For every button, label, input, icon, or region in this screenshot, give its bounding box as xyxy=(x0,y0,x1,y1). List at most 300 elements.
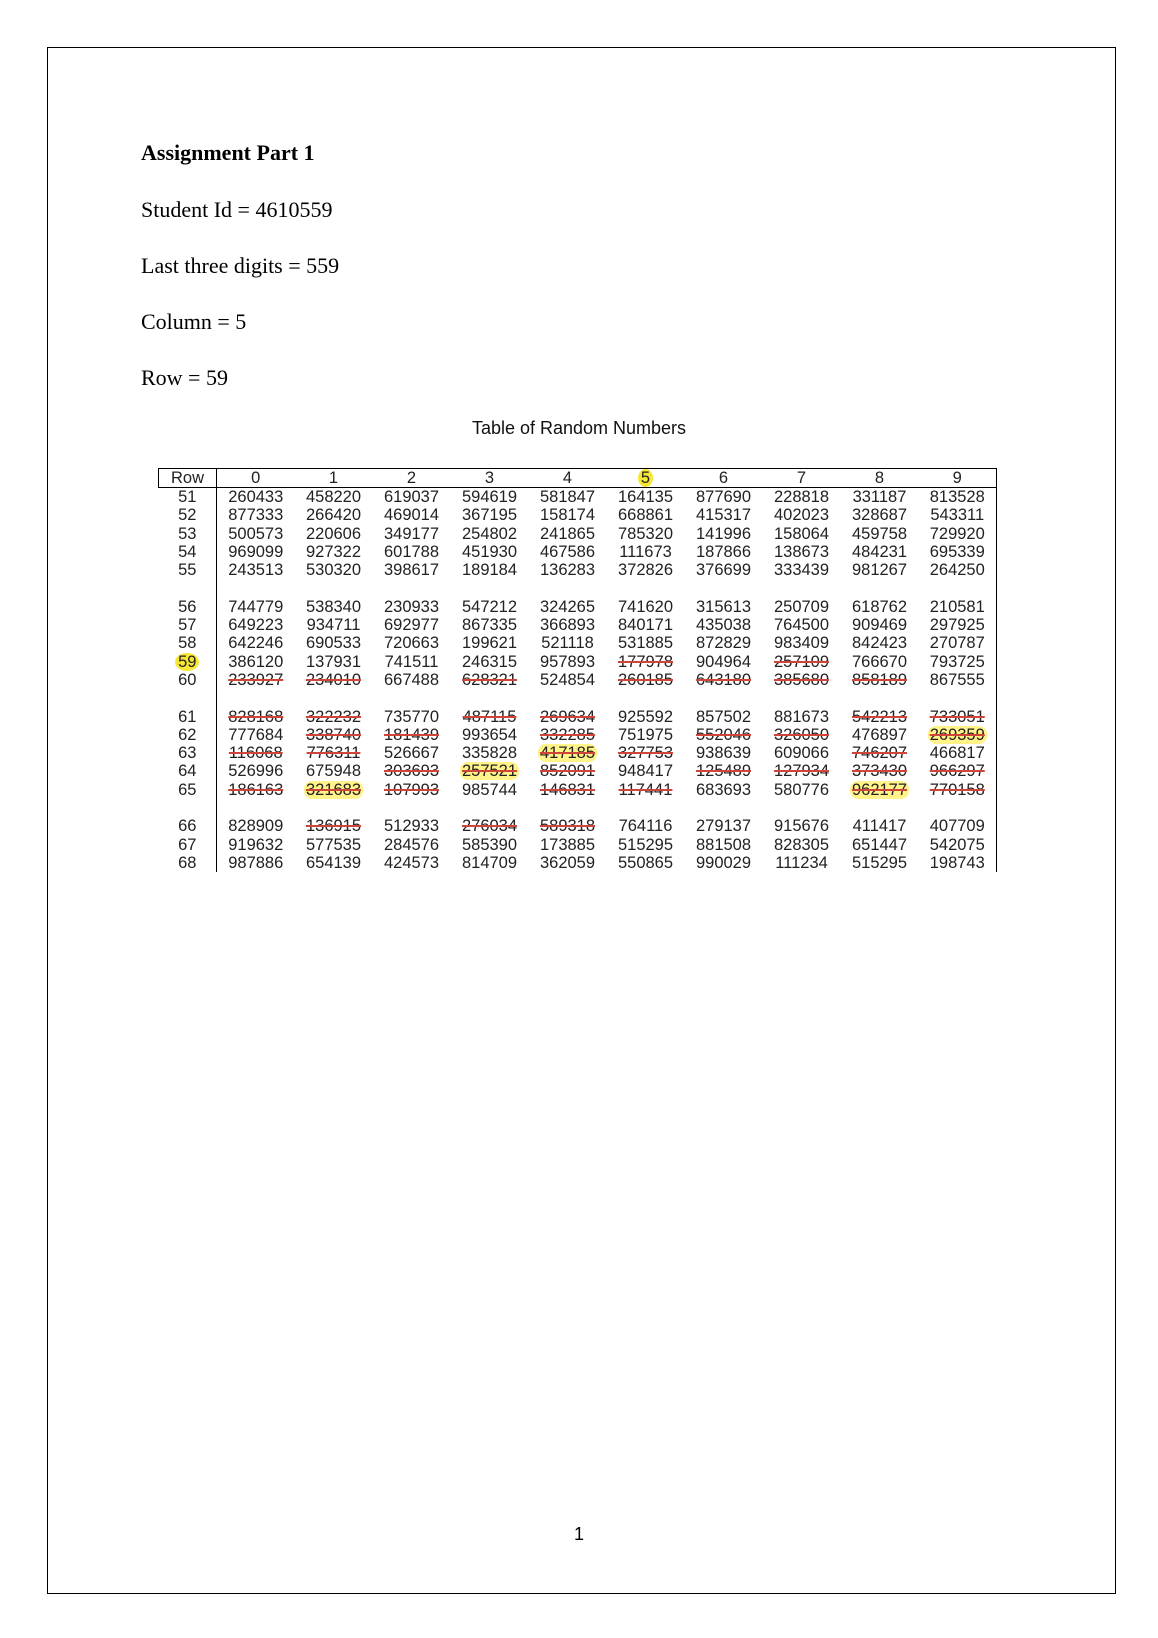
number-cell xyxy=(685,506,763,524)
number-value: 969099 xyxy=(228,542,284,561)
number-value: 987886 xyxy=(228,853,284,872)
number-value: 524854 xyxy=(539,670,596,689)
number-value: 362059 xyxy=(539,853,596,872)
number-cell xyxy=(607,561,685,579)
number-cell xyxy=(763,781,841,799)
spacer-cell xyxy=(685,689,763,707)
number-cell xyxy=(295,506,373,524)
number-cell xyxy=(685,726,763,744)
number-cell xyxy=(373,598,451,616)
number-cell xyxy=(217,708,295,726)
number-cell xyxy=(919,653,997,671)
number-cell xyxy=(841,598,919,616)
number-value: 515295 xyxy=(617,835,674,854)
spacer-cell xyxy=(763,799,841,817)
spacer-cell xyxy=(295,579,373,597)
row-label xyxy=(159,561,217,579)
column-header-5 xyxy=(607,469,685,488)
number-value: 904964 xyxy=(695,652,752,671)
number-cell xyxy=(685,854,763,872)
random-numbers-table xyxy=(158,468,997,872)
number-value: 322232 xyxy=(305,707,362,726)
number-value: 266420 xyxy=(305,506,362,525)
number-cell xyxy=(451,762,529,780)
number-value: 338740 xyxy=(305,725,362,744)
number-cell xyxy=(217,781,295,799)
number-value: 813528 xyxy=(929,488,985,506)
number-value: 116068 xyxy=(228,744,283,763)
number-value: 324265 xyxy=(539,597,596,616)
spacer-cell xyxy=(217,799,295,817)
number-cell xyxy=(373,543,451,561)
number-cell xyxy=(763,598,841,616)
number-cell xyxy=(373,817,451,835)
number-value: 550865 xyxy=(617,853,674,872)
number-cell xyxy=(919,561,997,579)
number-cell xyxy=(763,762,841,780)
number-value: 915676 xyxy=(773,817,830,836)
number-value: 269634 xyxy=(539,707,596,726)
number-value: 764500 xyxy=(773,616,830,635)
number-cell xyxy=(529,543,607,561)
number-cell xyxy=(217,762,295,780)
spacer-cell xyxy=(373,799,451,817)
number-value: 250709 xyxy=(773,597,830,616)
row-label xyxy=(159,836,217,854)
number-cell xyxy=(217,854,295,872)
number-cell xyxy=(607,671,685,689)
row-label-text: 53 xyxy=(178,524,197,543)
number-value: 328687 xyxy=(851,506,908,525)
number-cell xyxy=(763,854,841,872)
number-cell xyxy=(217,726,295,744)
number-value: 690533 xyxy=(305,634,362,653)
number-value: 246315 xyxy=(461,652,518,671)
row-line: Row = 59 xyxy=(141,365,228,390)
number-value: 297925 xyxy=(929,616,985,635)
number-value: 372826 xyxy=(617,561,674,580)
spacer-cell xyxy=(373,579,451,597)
number-cell xyxy=(529,653,607,671)
row-label-text: 60 xyxy=(178,670,197,689)
number-value: 136915 xyxy=(305,817,362,836)
number-value: 881508 xyxy=(695,835,752,854)
number-value: 260185 xyxy=(617,670,674,689)
number-value: 927322 xyxy=(305,542,362,561)
number-value: 469014 xyxy=(383,506,440,525)
number-cell xyxy=(685,634,763,652)
number-value: 487115 xyxy=(462,707,517,726)
spacer-cell xyxy=(451,579,529,597)
spacer-cell xyxy=(159,579,217,597)
spacer-cell xyxy=(159,689,217,707)
number-value: 733051 xyxy=(929,707,985,726)
number-value: 877690 xyxy=(695,488,752,506)
number-cell xyxy=(919,616,997,634)
column-header-label: 2 xyxy=(406,469,417,487)
number-cell xyxy=(685,653,763,671)
number-value: 840171 xyxy=(617,616,674,635)
number-cell xyxy=(217,671,295,689)
number-value: 243513 xyxy=(228,561,284,580)
number-value: 234010 xyxy=(305,670,362,689)
number-cell xyxy=(295,708,373,726)
row-label-text: 62 xyxy=(178,725,197,744)
number-cell xyxy=(607,506,685,524)
number-value: 125489 xyxy=(695,762,752,781)
number-value: 983409 xyxy=(773,634,830,653)
number-value: 136283 xyxy=(539,561,596,580)
table-row xyxy=(159,598,997,616)
group-spacer xyxy=(159,689,997,707)
number-value: 828909 xyxy=(228,817,284,836)
row-label xyxy=(159,488,217,507)
number-value: 181439 xyxy=(383,725,440,744)
number-cell xyxy=(529,708,607,726)
number-cell xyxy=(919,726,997,744)
number-value: 332285 xyxy=(539,725,596,744)
number-value: 141996 xyxy=(695,524,752,543)
number-cell xyxy=(607,762,685,780)
number-cell xyxy=(841,525,919,543)
row-label-text: 55 xyxy=(178,561,197,580)
number-cell xyxy=(685,708,763,726)
number-value: 107993 xyxy=(383,780,440,799)
number-value: 326050 xyxy=(773,725,830,744)
number-cell xyxy=(529,506,607,524)
number-cell xyxy=(841,671,919,689)
number-value: 458220 xyxy=(305,488,362,506)
number-value: 366893 xyxy=(539,616,596,635)
number-cell xyxy=(451,671,529,689)
number-value: 881673 xyxy=(773,707,830,726)
number-cell xyxy=(295,836,373,854)
table-row xyxy=(159,543,997,561)
number-value: 415317 xyxy=(695,506,752,525)
column-header-1 xyxy=(295,469,373,488)
number-cell xyxy=(373,726,451,744)
number-cell xyxy=(451,561,529,579)
number-cell xyxy=(451,488,529,507)
number-cell xyxy=(217,561,295,579)
number-value: 585390 xyxy=(461,835,518,854)
spacer-cell xyxy=(763,689,841,707)
row-label-text: 68 xyxy=(178,853,197,872)
spacer-cell xyxy=(529,799,607,817)
spacer-cell xyxy=(217,579,295,597)
spacer-cell xyxy=(607,799,685,817)
number-cell xyxy=(451,525,529,543)
number-value: 186163 xyxy=(228,780,284,799)
number-cell xyxy=(607,781,685,799)
number-value: 260433 xyxy=(228,488,284,506)
column-header-2 xyxy=(373,469,451,488)
spacer-cell xyxy=(529,689,607,707)
number-value: 735770 xyxy=(383,707,440,726)
number-value: 766670 xyxy=(851,652,908,671)
number-cell xyxy=(919,817,997,835)
spacer-cell xyxy=(159,799,217,817)
number-value: 407709 xyxy=(929,817,985,836)
table-header-row xyxy=(159,469,997,488)
row-label-text: 65 xyxy=(178,780,197,799)
number-value: 628321 xyxy=(461,670,518,689)
column-header-label: 6 xyxy=(718,469,729,487)
number-value: 919632 xyxy=(228,835,284,854)
column-header-3 xyxy=(451,469,529,488)
number-value: 857502 xyxy=(695,707,752,726)
number-value: 948417 xyxy=(617,762,674,781)
number-value: 872829 xyxy=(695,634,752,653)
row-label xyxy=(159,708,217,726)
number-cell xyxy=(607,836,685,854)
number-value: 925592 xyxy=(617,707,674,726)
number-value: 642246 xyxy=(228,634,284,653)
spacer-cell xyxy=(295,689,373,707)
spacer-cell xyxy=(919,579,997,597)
number-value: 643180 xyxy=(695,670,752,689)
number-cell xyxy=(607,744,685,762)
number-cell xyxy=(919,762,997,780)
number-cell xyxy=(295,781,373,799)
number-cell xyxy=(373,762,451,780)
number-value: 618762 xyxy=(851,597,908,616)
number-cell xyxy=(295,598,373,616)
row-column-header: Row xyxy=(159,469,217,488)
number-value: 146831 xyxy=(539,780,596,799)
number-cell xyxy=(607,616,685,634)
number-cell xyxy=(763,726,841,744)
number-value: 785320 xyxy=(617,524,674,543)
number-value: 746207 xyxy=(851,744,908,763)
number-value: 962177 xyxy=(851,780,908,799)
number-cell xyxy=(685,561,763,579)
number-value: 521118 xyxy=(541,634,594,653)
number-value: 254802 xyxy=(461,524,518,543)
number-value: 589318 xyxy=(539,817,596,836)
group-spacer xyxy=(159,579,997,597)
number-cell xyxy=(217,616,295,634)
number-cell xyxy=(529,561,607,579)
number-value: 867555 xyxy=(929,670,985,689)
number-value: 966297 xyxy=(929,762,985,781)
number-value: 164135 xyxy=(617,488,674,506)
number-cell xyxy=(841,653,919,671)
column-header-label: 4 xyxy=(562,469,573,487)
number-value: 424573 xyxy=(383,853,440,872)
number-cell xyxy=(763,616,841,634)
number-value: 985744 xyxy=(461,780,518,799)
number-cell xyxy=(373,708,451,726)
number-cell xyxy=(919,598,997,616)
number-value: 111673 xyxy=(619,542,672,561)
student-id-line: Student Id = 4610559 xyxy=(141,197,333,222)
assignment-heading: Assignment Part 1 xyxy=(141,140,315,165)
number-value: 594619 xyxy=(461,488,518,506)
number-cell xyxy=(295,616,373,634)
column-header-6 xyxy=(685,469,763,488)
number-value: 230933 xyxy=(383,597,440,616)
random-table-title: Table of Random Numbers xyxy=(471,418,687,438)
number-value: 279137 xyxy=(695,817,752,836)
number-cell xyxy=(841,817,919,835)
spacer-cell xyxy=(451,689,529,707)
number-value: 858189 xyxy=(851,670,908,689)
number-value: 990029 xyxy=(695,853,752,872)
number-cell xyxy=(685,525,763,543)
row-label xyxy=(159,598,217,616)
number-value: 270787 xyxy=(929,634,985,653)
row-label-text: 59 xyxy=(175,653,199,671)
number-cell xyxy=(841,744,919,762)
number-value: 241865 xyxy=(539,524,596,543)
number-cell xyxy=(529,836,607,854)
number-cell xyxy=(763,543,841,561)
number-value: 451930 xyxy=(461,542,518,561)
number-value: 398617 xyxy=(383,561,440,580)
row-label xyxy=(159,616,217,634)
number-cell xyxy=(529,762,607,780)
number-value: 198743 xyxy=(929,853,985,872)
spacer-cell xyxy=(217,689,295,707)
number-value: 385680 xyxy=(773,670,830,689)
column-header-0 xyxy=(217,469,295,488)
number-cell xyxy=(529,781,607,799)
number-cell xyxy=(763,506,841,524)
number-value: 683693 xyxy=(695,780,752,799)
number-cell xyxy=(529,726,607,744)
number-cell xyxy=(373,634,451,652)
number-cell xyxy=(763,744,841,762)
number-value: 654139 xyxy=(305,853,362,872)
number-value: 386120 xyxy=(228,652,284,671)
number-value: 842423 xyxy=(851,634,908,653)
number-cell xyxy=(607,525,685,543)
number-cell xyxy=(451,817,529,835)
number-cell xyxy=(841,836,919,854)
number-cell xyxy=(919,781,997,799)
number-cell xyxy=(841,708,919,726)
number-value: 993654 xyxy=(461,725,518,744)
number-cell xyxy=(919,671,997,689)
number-cell xyxy=(373,854,451,872)
spacer-cell xyxy=(607,689,685,707)
number-cell xyxy=(373,836,451,854)
number-value: 467586 xyxy=(539,542,596,561)
table-row xyxy=(159,561,997,579)
spacer-cell xyxy=(841,689,919,707)
number-value: 158064 xyxy=(773,524,830,543)
number-value: 402023 xyxy=(773,506,830,525)
number-value: 373430 xyxy=(851,762,908,781)
column-header-label: 9 xyxy=(952,469,962,487)
number-value: 269359 xyxy=(929,725,985,744)
number-cell xyxy=(841,854,919,872)
column-header-label: 0 xyxy=(251,469,261,487)
number-cell xyxy=(841,561,919,579)
number-value: 619037 xyxy=(383,488,440,506)
row-label xyxy=(159,634,217,652)
number-cell xyxy=(373,781,451,799)
number-value: 476897 xyxy=(851,725,908,744)
number-value: 547212 xyxy=(461,597,518,616)
number-cell xyxy=(919,634,997,652)
spacer-cell xyxy=(841,799,919,817)
number-value: 284576 xyxy=(383,835,440,854)
number-value: 720663 xyxy=(383,634,440,653)
row-label-text: 63 xyxy=(178,744,197,763)
number-cell xyxy=(295,817,373,835)
number-value: 127934 xyxy=(773,762,830,781)
row-label-text: 58 xyxy=(178,634,197,653)
number-value: 264250 xyxy=(929,561,985,580)
number-value: 331187 xyxy=(852,488,907,506)
number-cell xyxy=(217,634,295,652)
number-value: 877333 xyxy=(228,506,284,525)
number-cell xyxy=(217,506,295,524)
number-value: 543311 xyxy=(930,506,985,525)
number-cell xyxy=(529,616,607,634)
number-cell xyxy=(295,744,373,762)
number-value: 741511 xyxy=(384,652,439,671)
row-label-text: 57 xyxy=(178,616,197,635)
spacer-cell xyxy=(841,579,919,597)
number-cell xyxy=(763,836,841,854)
number-value: 530320 xyxy=(305,561,362,580)
row-label-text: 52 xyxy=(178,506,197,525)
number-cell xyxy=(919,744,997,762)
column-header-7 xyxy=(763,469,841,488)
number-value: 512933 xyxy=(383,817,440,836)
column-header-label: 7 xyxy=(796,469,807,487)
last-digits-line: Last three digits = 559 xyxy=(141,253,340,278)
row-label-text: 56 xyxy=(178,597,197,616)
number-cell xyxy=(685,817,763,835)
number-cell xyxy=(685,598,763,616)
number-value: 729920 xyxy=(929,524,985,543)
column-header-8 xyxy=(841,469,919,488)
number-cell xyxy=(919,854,997,872)
column-header-label: 5 xyxy=(638,469,653,487)
number-cell xyxy=(373,653,451,671)
table-row xyxy=(159,781,997,799)
table-row xyxy=(159,653,997,671)
number-cell xyxy=(763,671,841,689)
number-cell xyxy=(841,616,919,634)
number-cell xyxy=(685,671,763,689)
column-header-9 xyxy=(919,469,997,488)
number-value: 303693 xyxy=(383,762,440,781)
number-cell xyxy=(841,488,919,507)
number-cell xyxy=(373,744,451,762)
number-cell xyxy=(451,598,529,616)
number-value: 411417 xyxy=(852,817,907,836)
table-row xyxy=(159,671,997,689)
number-cell xyxy=(451,726,529,744)
number-cell xyxy=(529,598,607,616)
number-value: 744779 xyxy=(228,597,284,616)
number-cell xyxy=(529,634,607,652)
number-value: 531885 xyxy=(617,634,674,653)
number-cell xyxy=(451,836,529,854)
number-value: 228818 xyxy=(773,488,830,506)
number-cell xyxy=(451,634,529,652)
row-label-text: 64 xyxy=(178,762,197,781)
number-cell xyxy=(763,488,841,507)
number-value: 828305 xyxy=(773,835,830,854)
number-cell xyxy=(919,506,997,524)
number-cell xyxy=(841,506,919,524)
